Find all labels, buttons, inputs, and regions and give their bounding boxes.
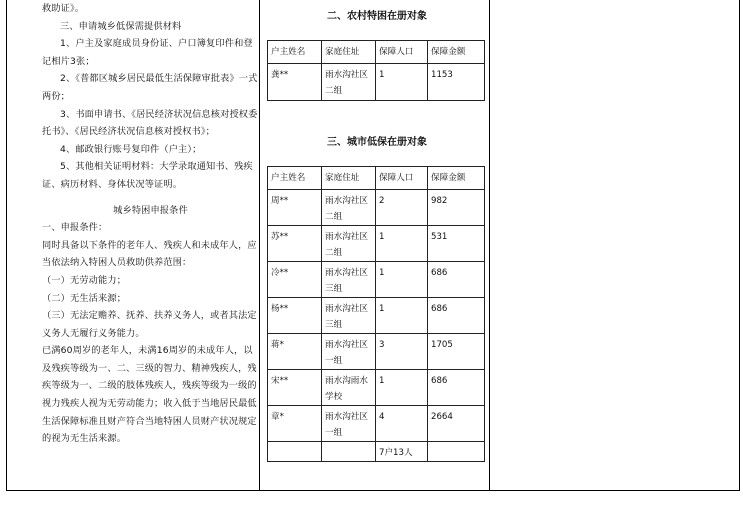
- table-row: [268, 262, 485, 298]
- table-header-cell: 保障人口: [376, 41, 428, 64]
- table-header-cell: 保障人口: [376, 167, 428, 190]
- table-cell: 1: [376, 64, 428, 101]
- table-row: [268, 370, 485, 406]
- table-cell: [268, 442, 322, 462]
- text-line: 2、《普都区城乡居民最低生活保障审批表》一式两份；: [42, 73, 258, 102]
- table-cell: 雨水沟社区二组: [322, 190, 376, 226]
- table-header-cell: 家庭住址: [322, 41, 376, 64]
- text-line: 1、户主及家庭成员身份证、户口簿复印件和登记相片3张；: [42, 38, 253, 67]
- text-line: 同时具备以下条件的老年人、残疾人和未成年人，应当依法纳入特困人员救助供养范围：: [42, 239, 257, 269]
- table-cell: 冷**: [268, 262, 322, 298]
- table-cell: 2664: [428, 406, 485, 442]
- table-header-row: [268, 41, 485, 64]
- table-row: [268, 406, 485, 442]
- table-cell: [322, 442, 376, 462]
- table-header-cell: 保障金额: [428, 41, 485, 64]
- table-cell: 蒋*: [268, 334, 322, 370]
- table-cell: 1: [376, 226, 428, 262]
- text-line: （三）无法定赡养、抚养、扶养义务人，或者其法定义务人无履行义务能力。: [42, 310, 257, 339]
- beneficiary-lists-column: [260, 0, 489, 490]
- table-cell: [428, 442, 485, 462]
- application-requirements-column: [42, 0, 259, 490]
- table-cell: 宋**: [268, 370, 322, 406]
- text-line: 5、其他相关证明材料：大学录取通知书、残疾证、病历材料、身体状况等证明。: [42, 161, 253, 190]
- table-cell: 雨水沟雨水学校: [322, 370, 376, 406]
- text-line: （一）无劳动能力；: [42, 274, 127, 286]
- table-cell: 周**: [268, 190, 322, 226]
- text-line: [42, 194, 259, 202]
- table-cell: 杨**: [268, 298, 322, 334]
- document-frame: [6, 0, 740, 491]
- table-row: [268, 190, 485, 226]
- table-cell: 2: [376, 190, 428, 226]
- table-cell: 章*: [268, 406, 322, 442]
- rural-section-title: 二、农村特困在册对象: [327, 11, 427, 22]
- table-cell: 3: [376, 334, 428, 370]
- table-cell: 686: [428, 370, 485, 406]
- table-cell: 1705: [428, 334, 485, 370]
- table-cell: 1: [376, 298, 428, 334]
- table-header-cell: 家庭住址: [322, 167, 376, 190]
- table-cell: 雨水沟社区二组: [322, 64, 376, 101]
- text-line: 4、邮政银行账号复印件（户主）；: [60, 143, 202, 155]
- table-row: [268, 298, 485, 334]
- table-cell: 雨水沟社区二组: [322, 226, 376, 262]
- table-cell: 龚**: [268, 64, 322, 101]
- text-line: 3、书面申请书、《居民经济状况信息核对授权委托书》、《居民经济状况信息核对授权书》；: [42, 108, 258, 138]
- table-header-cell: 保障金额: [428, 167, 485, 190]
- table-cell: 1: [376, 370, 428, 406]
- table-cell: 7户13人: [376, 442, 428, 462]
- table-header-cell: 户主姓名: [268, 41, 322, 64]
- column-divider-right: [489, 0, 490, 490]
- table-header-cell: 户主姓名: [268, 167, 322, 190]
- table-cell: 1153: [428, 64, 485, 101]
- urban-beneficiary-table: [267, 166, 485, 462]
- text-line: 已满60周岁的老年人，未满16周岁的未成年人，以及残疾等级为一、二、三级的智力、精神残疾人，残疾等级为一、二级的肢体残疾人，残疾等级为一级的视力残疾人视为无劳动能力；收入低于当地居民最低生活保障标准且财产符合当地特困人员财产状况规定的视为无生活来源。: [42, 345, 257, 445]
- table-cell: 4: [376, 406, 428, 442]
- rural-beneficiary-table: [267, 40, 485, 101]
- urban-section-title: 三、城市低保在册对象: [327, 137, 427, 148]
- table-row: [268, 64, 485, 101]
- section-heading: 城乡特困申报条件: [113, 204, 188, 216]
- table-cell: 531: [428, 226, 485, 262]
- table-cell: 1: [376, 262, 428, 298]
- table-row: [268, 442, 485, 462]
- table-cell: 686: [428, 262, 485, 298]
- table-header-row: [268, 167, 485, 190]
- text-line: （二）无生活来源；: [42, 292, 127, 304]
- table-row: [268, 334, 485, 370]
- table-cell: 982: [428, 190, 485, 226]
- table-cell: 雨水沟社区一组: [322, 406, 376, 442]
- text-line: 三、申请城乡低保需提供材料: [60, 20, 182, 32]
- table-cell: 雨水沟社区一组: [322, 334, 376, 370]
- table-cell: 苏**: [268, 226, 322, 262]
- table-cell: 686: [428, 298, 485, 334]
- table-row: [268, 226, 485, 262]
- table-cell: 雨水沟社区三组: [322, 298, 376, 334]
- text-line: 救助证》。: [42, 3, 85, 14]
- text-line: 一、申报条件：: [42, 222, 108, 234]
- table-cell: 雨水沟社区三组: [322, 262, 376, 298]
